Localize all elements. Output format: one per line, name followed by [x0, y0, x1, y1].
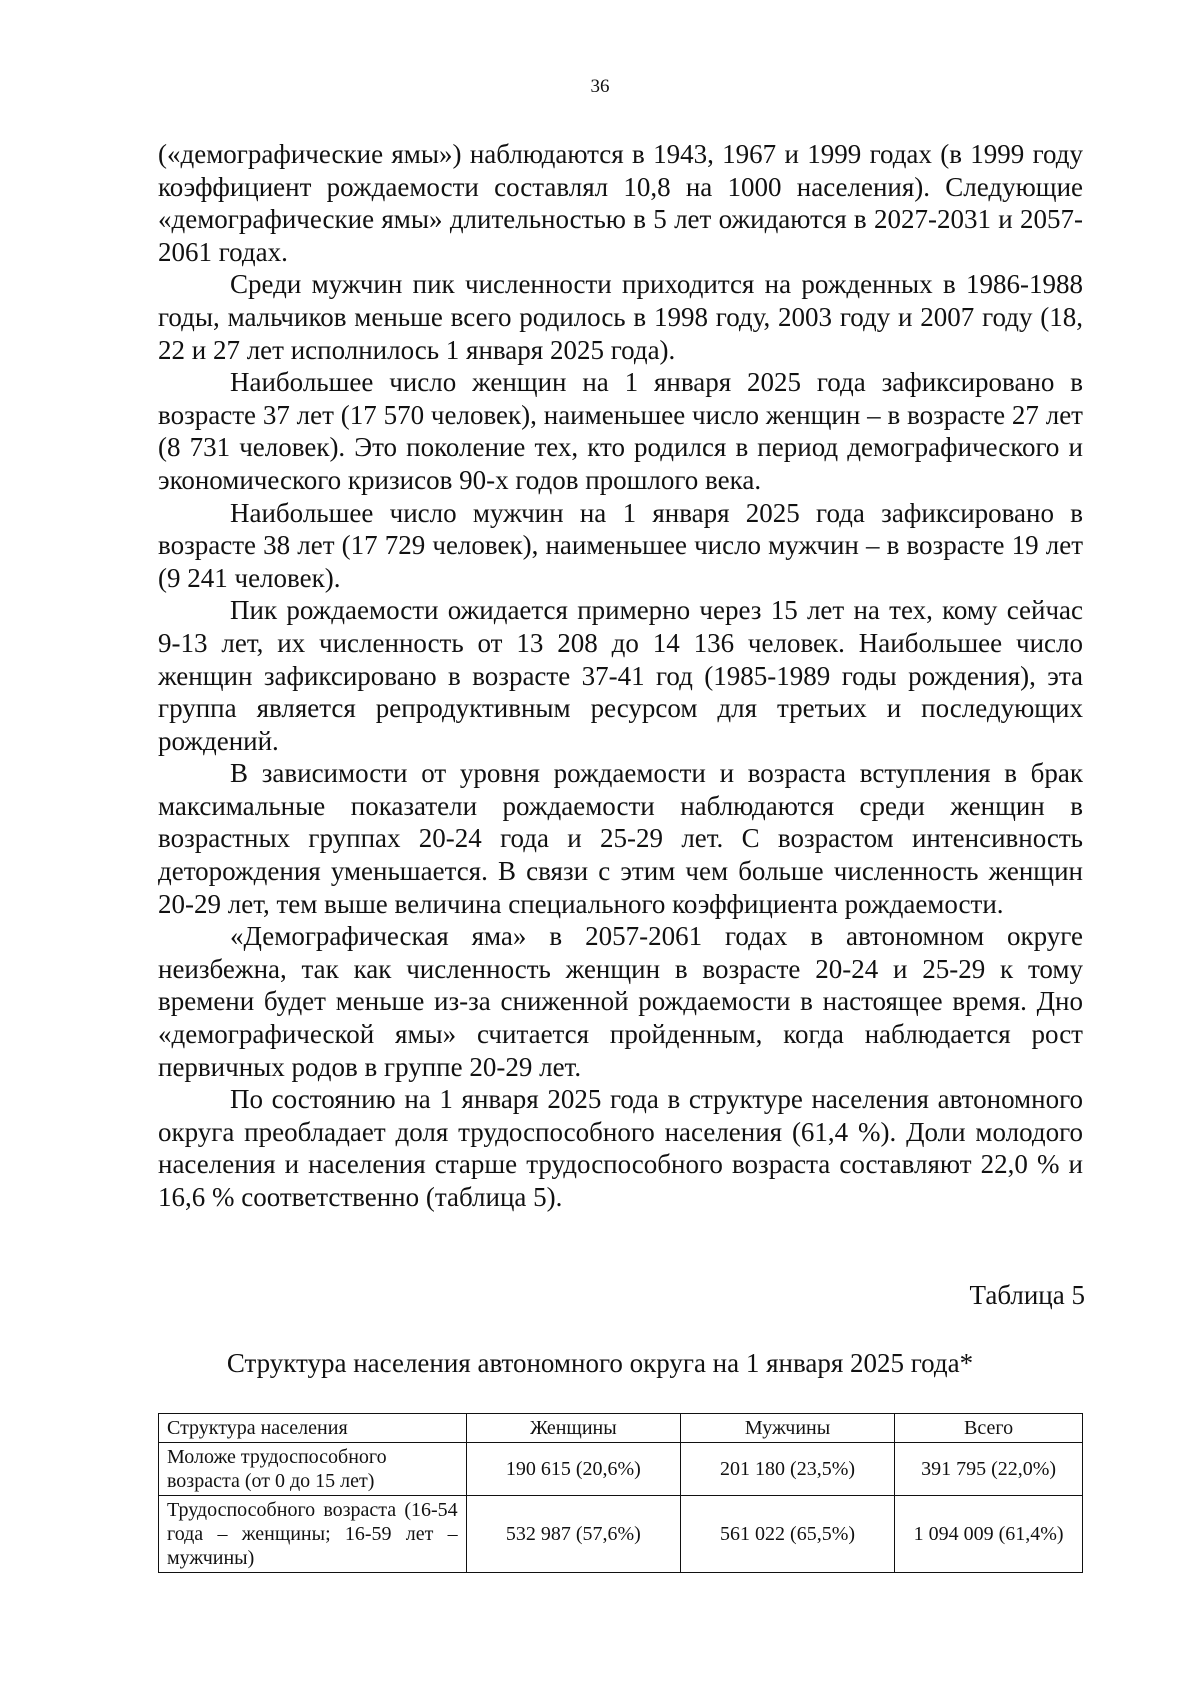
table-header-row — [159, 1414, 1083, 1443]
paragraph: («демографические ямы») наблюдаются в 1943, 1967 и 1999 годах (в 1999 году коэффициент рождаемости составлял 10,8 на 1000 населения). Следующие «демографические ямы» длительностью в 5 лет ожидаются в 2027-2031 и 2057-2061 годах. — [158, 139, 1083, 267]
table-label: Таблица 5 — [969, 1280, 1085, 1310]
header-total: Всего — [895, 1414, 1083, 1443]
header-men: Мужчины — [680, 1414, 894, 1443]
cell-women: 190 615 (20,6%) — [466, 1443, 680, 1496]
page-number: 36 — [590, 76, 610, 97]
table-row — [159, 1443, 1083, 1496]
table-title: Структура населения автономного округа на 1 января 2025 года* — [226, 1348, 974, 1378]
cell-men: 201 180 (23,5%) — [680, 1443, 894, 1496]
table-row — [159, 1496, 1083, 1573]
header-women: Женщины — [466, 1414, 680, 1443]
header-structure: Структура населения — [159, 1414, 467, 1443]
population-structure-table — [158, 1413, 1083, 1573]
paragraph: Наибольшее число мужчин на 1 января 2025 года зафиксировано в возрасте 38 лет (17 729 человек), наименьшее число мужчин – в возрасте 19 лет (9 241 человек). — [158, 497, 1083, 593]
paragraph: «Демографическая яма» в 2057-2061 годах в автономном округе неизбежна, так как численность женщин в возрасте 20-24 и 25-29 к тому времени будет меньше из-за сниженной рождаемости в настоящее время. Дно «демографической ямы» считается пройденным, когда наблюдается рост первичных родов в группе 20-29 лет. — [158, 921, 1083, 1082]
body-text — [158, 138, 1083, 1214]
row-label: Трудоспособного возраста (16-54 года – женщины; 16-59 лет – мужчины) — [159, 1496, 467, 1573]
cell-men: 561 022 (65,5%) — [680, 1496, 894, 1573]
paragraph: Наибольшее число женщин на 1 января 2025 года зафиксировано в возрасте 37 лет (17 570 человек), наименьшее число женщин – в возрасте 27 лет (8 731 человек). Это поколение тех, кто родился в период демографического и экономического кризисов 90-х годов прошлого века. — [158, 367, 1083, 495]
paragraph: Пик рождаемости ожидается примерно через 15 лет на тех, кому сейчас 9-13 лет, их численность от 13 208 до 14 136 человек. Наибольшее число женщин зафиксировано в возрасте 37-41 год (1985-1989 годы рождения), эта группа является репродуктивным ресурсом для третьих и последующих рождений. — [158, 595, 1083, 756]
row-label: Моложе трудоспособного возраста (от 0 до 15 лет) — [159, 1443, 467, 1496]
paragraph: По состоянию на 1 января 2025 года в структуре населения автономного округа преобладает доля трудоспособного населения (61,4 %). Доли молодого населения и населения старше трудоспособного возраста составляют 22,0 % и 16,6 % соответственно (таблица 5). — [158, 1084, 1083, 1212]
paragraph: Среди мужчин пик численности приходится на рожденных в 1986-1988 годы, мальчиков меньше всего родилось в 1998 году, 2003 году и 2007 году (18, 22 и 27 лет исполнилось 1 января 2025 года). — [158, 269, 1083, 365]
paragraph: В зависимости от уровня рождаемости и возраста вступления в брак максимальные показатели рождаемости наблюдаются среди женщин в возрастных группах 20-24 года и 25-29 лет. С возрастом интенсивность деторождения уменьшается. В связи с этим чем больше численность женщин 20-29 лет, тем выше величина специального коэффициента рождаемости. — [158, 758, 1083, 919]
cell-total: 391 795 (22,0%) — [895, 1443, 1083, 1496]
cell-total: 1 094 009 (61,4%) — [895, 1496, 1083, 1573]
cell-women: 532 987 (57,6%) — [466, 1496, 680, 1573]
